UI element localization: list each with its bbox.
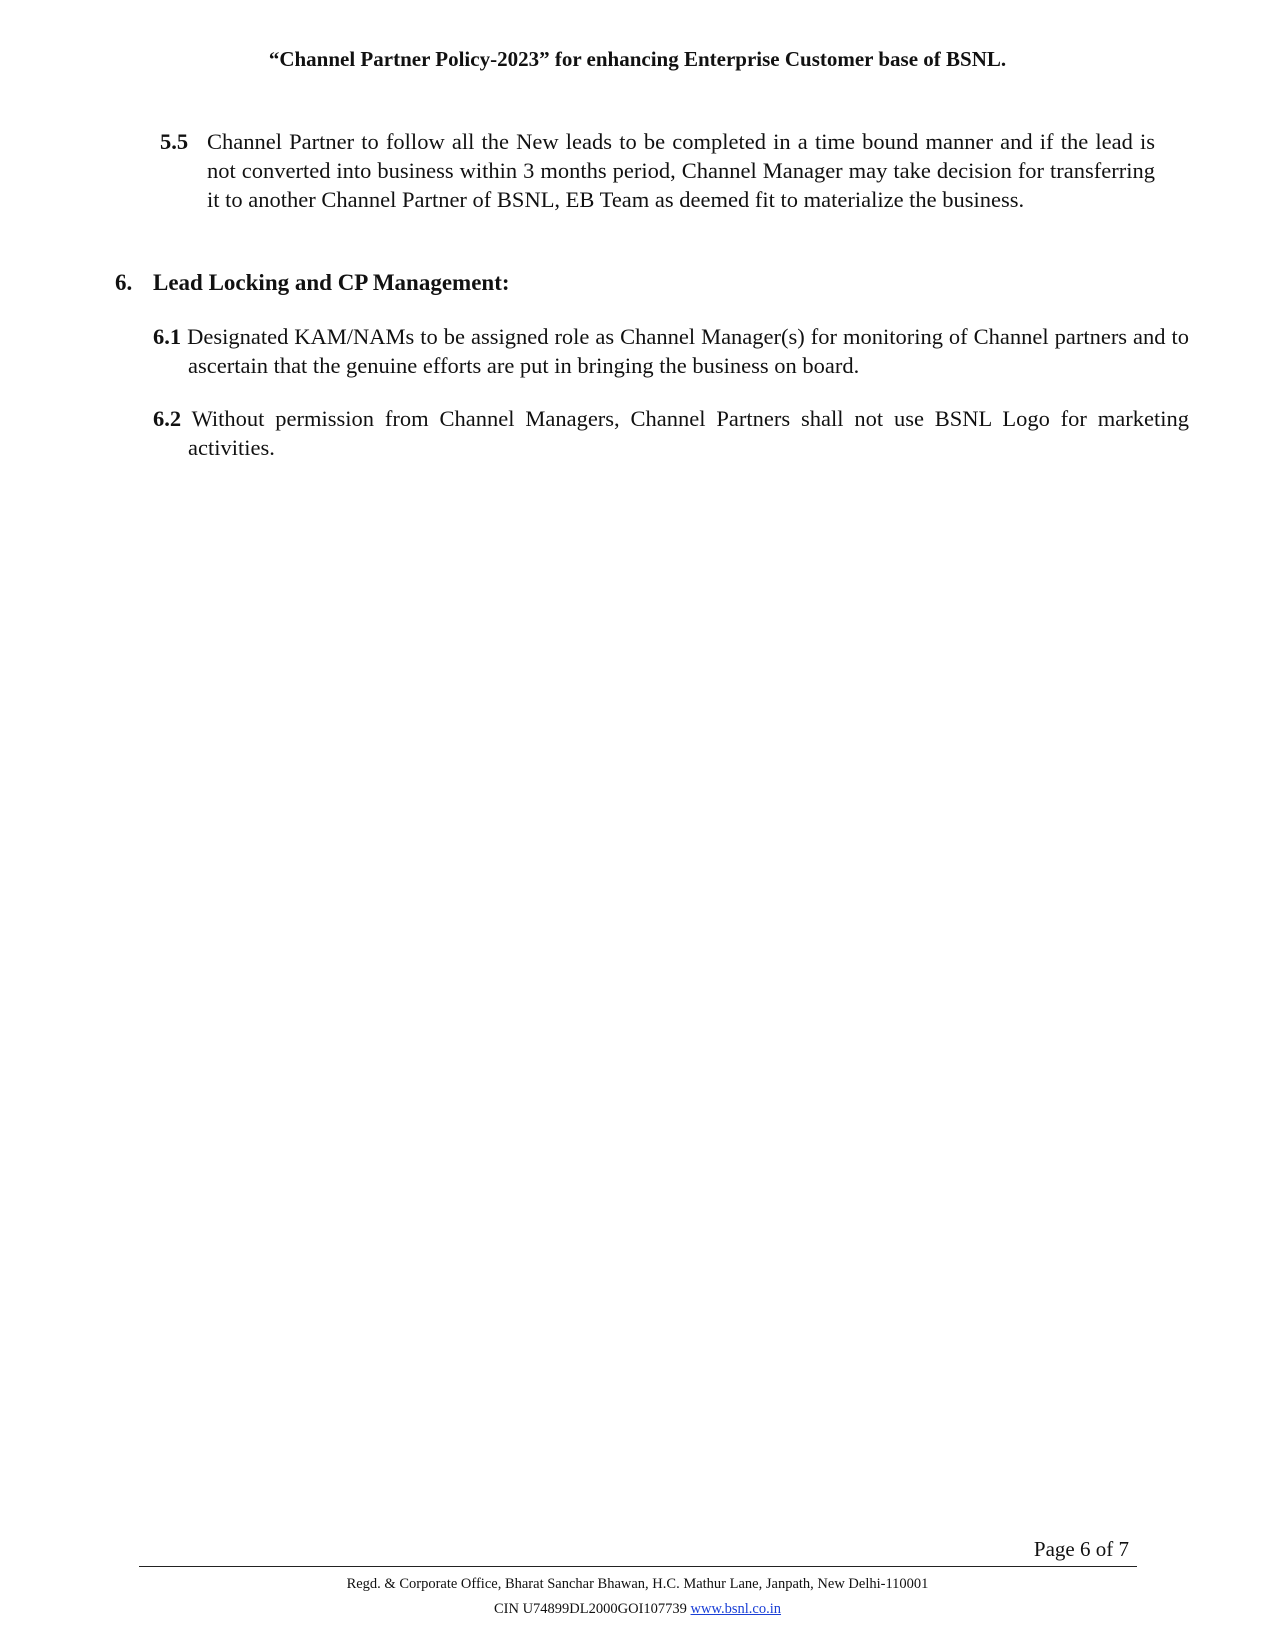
clause-number: 6.2 bbox=[153, 406, 182, 431]
clause-number: 6.1 bbox=[153, 324, 182, 349]
section-title: Lead Locking and CP Management: bbox=[153, 270, 510, 295]
section-6-heading bbox=[115, 270, 510, 296]
clause-number: 5.5 bbox=[160, 129, 189, 154]
document-title: “Channel Partner Policy-2023” for enhancing Enterprise Customer base of BSNL. bbox=[268, 47, 1007, 71]
footer-divider bbox=[139, 1566, 1137, 1567]
clause-6-2 bbox=[153, 404, 1189, 462]
page-number: Page 6 of 7 bbox=[1033, 1537, 1129, 1561]
website-link[interactable]: www.bsnl.co.in bbox=[690, 1601, 782, 1617]
section-number: 6. bbox=[115, 270, 133, 295]
footer-cin-line bbox=[0, 1601, 1275, 1618]
footer-cin: CIN U74899DL2000GOI107739 bbox=[493, 1601, 687, 1617]
clause-text: Channel Partner to follow all the New leads to be completed in a time bound manner and if the lead is not converted into business within 3 months period, Channel Manager may take decision for transferring it to another Channel Partner of BSNL, EB Team as deemed fit to materialize the business. bbox=[207, 129, 1155, 212]
clause-5-5 bbox=[160, 127, 1155, 214]
clause-text: Designated KAM/NAMs to be assigned role as Channel Manager(s) for monitoring of Channel partners and to ascertain that the genuine efforts are put in bringing the business on board. bbox=[187, 324, 1190, 378]
clause-6-1 bbox=[153, 322, 1189, 380]
footer-address: Regd. & Corporate Office, Bharat Sanchar Bhawan, H.C. Mathur Lane, Janpath, New Delhi-110001 bbox=[346, 1576, 929, 1592]
clause-text: Without permission from Channel Managers, Channel Partners shall not use BSNL Logo for marketing activities. bbox=[188, 406, 1189, 460]
